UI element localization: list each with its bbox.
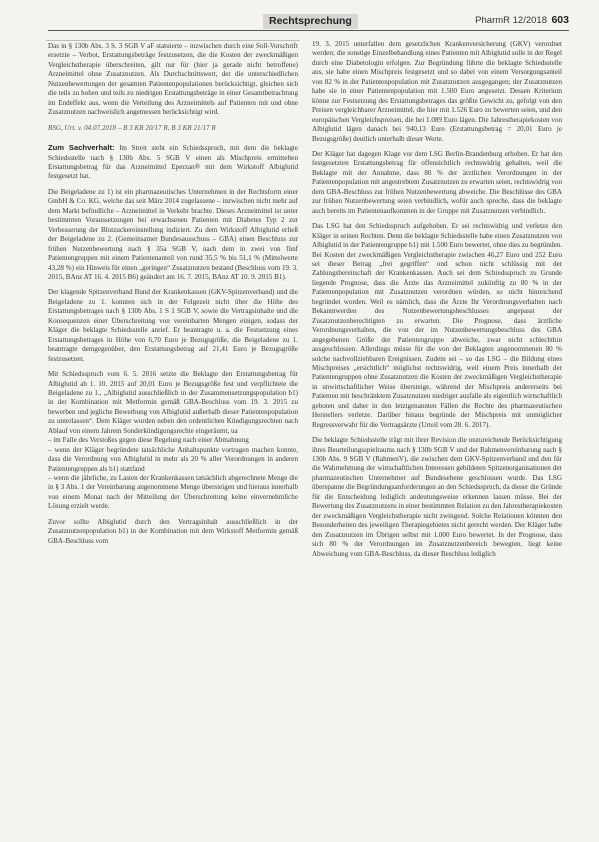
section-title: Rechtsprechung bbox=[263, 14, 358, 29]
paragraph: Die beklagte Schiedsstelle trägt mit ihrer Revision die unzureichende Berücksichtigung ihres Beurteilungsspielraums nach § 130b SGB V und der Rahmenvereinbarung nach § 130b Abs. 9 SGB V (RahmenV), die zwischen dem GKV-Spitzenverband und den für die Wahrnehmung der wirtschaftlichen Interessen gebildeten Spitzenorganisationen der pharmazeutischen Unternehmer auf Bundesebene geschlossen wurde. Das LSG überspanne die Begründungsanforderungen an den Schiedsspruch, da dieser die Gründe für die Entscheidung lediglich andeutungsweise erkennen lassen müsse. Bei der Bewertung des Zusatznutzens in einer bestimmten Relation zu den Jahrestherapiekosten der zweckmäßigen Vergleichstherapie nicht zwingend. Solche Relationen könnten den Besonderheiten des jeweiligen Therapiegebietes nicht gerecht werden. Der Kläger habe den Zusatznutzen im Übrigen selbst mit 1.000 Euro bewertet. In der Prognose, dass sich 80 % der Verordnungen im Zusatznutzenbereich bewegten, liegt keine Abweichung vom GBA-Beschluss, da dieser Beschluss lediglich bbox=[312, 436, 562, 558]
paragraph: Mit Schiedsspruch vom 6. 5. 2016 setzte die Beklagte den Erstattungsbetrag für Albiglutid ab 1. 10. 2015 auf 20,01 Euro je Bezugsgröße fest und verpflichtete die Beigeladene zu 1., „Albiglutid ausschließlich in der Zusammensetzungspopulation b1) in der Kombination mit Metformin gemäß GBA-Beschluss vom 19. 3. 2015 zu bewerben und jegliche Bewerbung von Albiglutid außerhalb dieser Patientenpopulation zu unterlassen“. Dem Kläger wurden neben den ordentlichen Kündigungsrechten nach Ablauf von einem Jahrem Sonderkündigungsrechte eingeräumt, ua bbox=[48, 370, 298, 435]
paragraph: Der Kläger hat dagegen Klage vor dem LSG Berlin-Brandenburg erhoben. Er hat den festgesetzten Erstattungsbetrag für offensichtlich rechtswidrig gehalten, weil die Beklagte mit der Annahme, dass 80 % der ärztlichen Verordnungen in der Patientenpopulation mit angestrebtem Zusatznutzen zu erwarten seien, rechtswidrig von dem GBA-Beschluss zur frühen Nutzenbewertung abweiche. Die Beschlüsse des GBA zur frühen Nutzenbewertung seien verbindlich, wofür auch spreche, dass die beklagte auch bereits im Patientenaufkommen in der Gruppe mit Zusatznutzen verbindlich. bbox=[312, 149, 562, 215]
right-column bbox=[312, 40, 562, 565]
list-item: – wenn der Kläger begründete tatsächliche Anhaltspunkte vortragen machen konnte, dass die Verordnung von Albiglutid in mehr als 20 % aller Verordnungen in anderen Patientengruppen als b1) stattfand bbox=[48, 445, 298, 473]
page-number: 603 bbox=[551, 14, 569, 26]
paragraph: 19. 3. 2015 unterfallen dem gesetzlichen Krankenversicherung (GKV) verordnet werden; die sonstige Einzelbehandlung eines Patienten mit Albiglutid solle in der Regel durch eine Diabetologin erfolgen. Zur Begründung führte die beklagte Schiedsstelle aus, sie habe einen Mischpreis festgesetzt und so dabei von einem Versorgungsanteil von 82 % in der Patientenpopulation mit Zusatznutzen ausgegangen; der Zusatznutzen habe sie in einer Patientenpopulation mit 1.500 Euro angesetzt. Dessen Kriterium könne zur Festsetzung des Erstattungsbetrages das größte Gewicht zu, gefolgt von den Preisen vergleichbarer Arzneimittel, die hier mit 1.526 Euro zu bewerten seien, und den europäischen Vergleichspreisen, die bei 1.089 Euro lägen. Die Jahrestherapiekosten von Albiglutid lägen danach bei 940,13 Euro (Erstattungsbetrag = 20,01 Euro je Bezugsgröße) deutlich unterhalb dieser Werte. bbox=[312, 40, 562, 143]
paragraph: Das LSG hat den Schiedsspruch aufgehoben. Er sei rechtswidrig und verletze den Kläger in seinen Rechten. Denn die beklagte Schiedsstelle habe einen Zusatznutzen von Albiglutid in der Patientengruppe b1) mit 1.500 Euro bewertet, ohne dies zu begründen. Bei Kosten der zweckmäßigen Vergleichstherapie zwischen 46,27 Euro und 252 Euro sei dieser Betrag „frei gegriffen“ und schon nicht schlüssig mit der Zahlungsbereitschaft der Krankenkassen. Auch sei dem Schiedsspruch zu Grunde liegende Prognose, dass die Ärzte das Arzneimittel zukünftig zu 80 % in der Patientenpopulation mit Zusatznutzen verordnen würden, so nicht hinreichend begründet worden. Weil es nämlich, dass die Ärzte Ihr Verordnungsverhalten nach Bekanntwerden des Nutzenbewertungsbeschlusses angepasst der Zusatznutzenberechtigten zu erwarten. Die Prognose, dass ärztliche Verordnungsverhalten, die von der im Nutzenbewertungsbeschluss des GBA angegebenen Größe der Patientengruppe abweiche, zwar nicht schlechthin ausgeschlossen. Allerdings müsse für die von der Beklagten angenommenen 80 % solche nachvollziehbaren Ereignissen. Zudem sei – so das LSG – die Bildung eines Mischpreises „ersichtlich“ möglichst rechtswidrig, weil einem Preis innerhalb der Patientengruppen ohne Zusatznutzen die Kosten der zweckmäßigen Vergleichstherapie in unwirtschaftlicher Weise übersteige, während der Mischpreis andererseits bei Patienten mit beschränktem Zusatznutzen niedriger ausfalle als eigentlich wirtschaftlich geboten und daher in den letztgenannten Fällen die Rechte des pharmazeutischen Herstellers verletze. Darüber hinaus begründe der Mischpreis mit unmöglicher Regressverwahr für die Vertragsärzte (Urteil vom 28. 6. 2017). bbox=[312, 222, 562, 429]
journal-issue: PharmR 12/2018 bbox=[475, 15, 547, 26]
paragraph: Die Beigeladene zu 1) ist ein pharmazeutisches Unternehmen in der Rechtsform einer GmbH & Co. KG, welche das seit März 2014 zugelassene – inzwischen nicht mehr auf dem Markt befindliche – Arzneimittel in Verkehr brachte. Dieses Arzneimittel ist unter bestimmten Voraussetzungen bei erwachsenen Patienten mit Diabetes Typ 2 zur Verbesserung der Blutzuckereinstellung indiziert. Zu dem Wirkstoff Albiglutid erließ der Beigeladene zu 2. (Gemeinsamer Bundesausschuss – GBA) einen Beschluss zur frühen Nutzenbewertung nach § 35a SGB V, nach dem in zwei von fünf Patientengruppen mit einem Patientenanteil von rund 35,5 % bis 51,1 % (Mittelwerte 43,28 %) ein Hinweis für einen „geringen“ Zusatznutzen bestand (Beschluss vom 19. 3. 2015, BAnz AT 16. 4. 2015 B6) geändert am 16. 7. 2015, BAnz AT 10. 9. 2015 B1). bbox=[48, 187, 298, 281]
list-item: – im Falle des Verstoßes gegen diese Regelung nach einer Abmahnung bbox=[48, 436, 249, 445]
paragraph: Der klagende Spitzenverband Bund der Krankenkassen (GKV-Spitzenverband) und die Beigeladene zu 1. konnten sich in der Folgezeit nicht über die Höhe des Erstattungsbetrages nach § 130b Abs. 1 S 1 SGB V, sowie die Vertragsinhalte und die Konsequenzen einer Überschreitung von vereinbarten Mengen einigen, sodass der Kläger die beklagte Schiedsstelle anrief. Er beantragte u. a. die Festsetzung eines Erstattungsbetrages in Höhe von 6,70 Euro je Bezugsgröße, die Beigeladene zu 1. beantragte demgegenüber, den Erstattungsbetrag auf 21,41 Euro je Bezugsgröße festzusetzen. bbox=[48, 288, 298, 363]
page-header bbox=[48, 14, 569, 31]
list-item: – wenn die jährliche, zu Lasten der Krankenkassen tatsächlich abgerechnete Menge die in § 3 Abs. 1 der Vereinbarung angenommene Menge übersteigen und hieraus innerhalb von einem Monat nach der Mitteilung der Überschreitung keine einvernehmliche Lösung erzielt werde. bbox=[48, 474, 298, 511]
facts-heading: Zum Sachverhalt: bbox=[48, 143, 115, 153]
left-column bbox=[48, 40, 298, 552]
headnote-box bbox=[46, 40, 300, 133]
case-citation: BSG, Urt. v. 04.07.2018 – B 3 KR 20/17 R, B 3 KR 21/17 R bbox=[48, 123, 216, 132]
headnote-text: Das in § 130b Abs. 3 S. 3 SGB V aF statuierte – inzwischen durch eine Soll-Vorschrift ersetzte – Verbot, Erstattungsbeträge festzusetzen, die die Kosten der zweckmäßigen Vergleichstherapie überschreiten, gilt nur für (hier ja gerade nicht betroffene) Arzneimittel ohne Zusatznutzen. Als Durchschnittswert, der die unterschiedlichen Nutzenbewertungen der gesamten Patientenpopulationen berücksichtigt, gleichen sich die teils zu hohen und teils zu niedrigen Erstattungsbeträge in einer Gesamtbetrachtung im Endeffekt aus, wenn die Verteilung des Arzneimittels auf Patienten mit und ohne Zusatznutzen nachweislich angemessen berücksichtigt wird. bbox=[48, 42, 298, 117]
facts-intro-text: Im Streit steht ein Schiedsspruch, mit dem die beklagte Schiedsstelle nach § 130b Abs. 5 SGB V einen als Mischpreis ermittelten Erstattungsbetrag für das Arzneimittel Eperzan® mit dem Wirkstoff Albiglutid festgesetzt hat. bbox=[48, 144, 298, 181]
facts-intro bbox=[48, 143, 298, 182]
paragraph: Zuvor sollte Albiglutid durch den Vertragsinhalt ausschließlich in der Zusatznutzenpopulation b1) in der Kombination mit dem Wirkstoff Metformin gemäß GBA-Beschluss vom bbox=[48, 517, 298, 545]
